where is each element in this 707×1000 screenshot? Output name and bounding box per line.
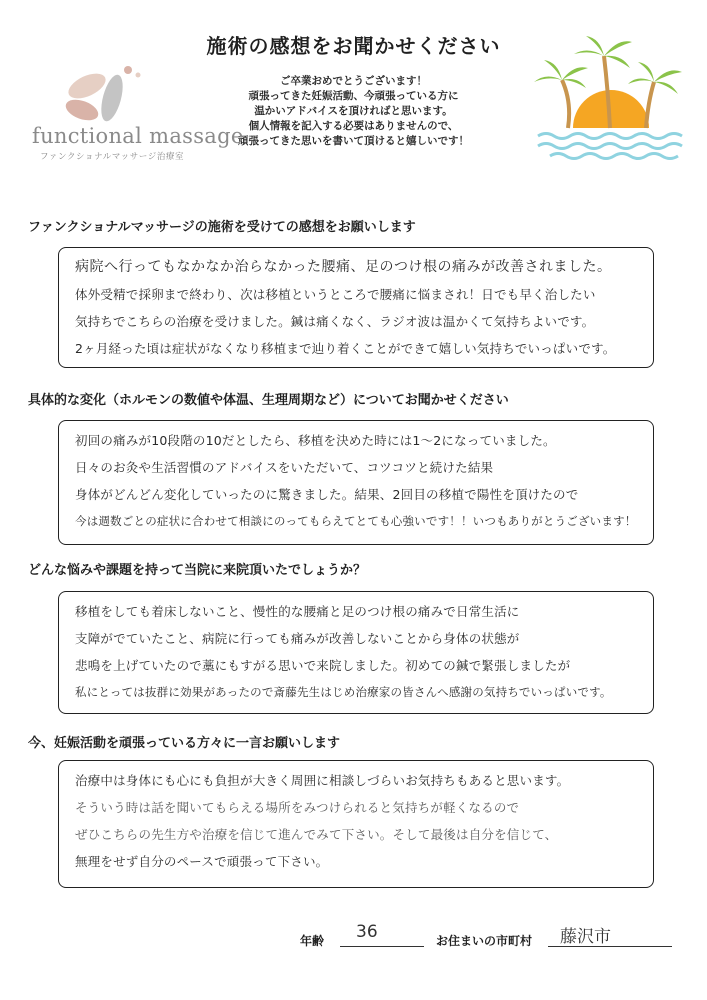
- handwritten-line: 2ヶ月経った頃は症状がなくなり移植まで辿り着くことができて嬉しい気持ちでいっぱいです。: [75, 341, 616, 356]
- handwritten-line: 移植をしても着床しないこと、慢性的な腰痛と足のつけ根の痛みで日常生活に: [75, 604, 520, 619]
- handwritten-line: 体外受精で採卵まで終わり、次は移植というところで腰痛に悩まされ！日でも早く治したい: [75, 287, 596, 302]
- handwritten-line: 悲鳴を上げていたので藁にもすがる思いで来院しました。初めての鍼で緊張しましたが: [75, 658, 571, 673]
- section-heading-impressions: ファンクショナルマッサージの施術を受けての感想をお願いします: [28, 220, 416, 235]
- handwritten-line: 無理をせず自分のペースで頑張って下さい。: [75, 854, 329, 869]
- intro-line: 個人情報を記入する必要はありませんので、: [248, 120, 459, 132]
- handwritten-line: 気持ちでこちらの治療を受けました。鍼は痛くなく、ラジオ波は温かくて気持ちよいです。: [75, 314, 595, 329]
- palm-tree-sunset-icon: [528, 32, 686, 162]
- handwritten-line: 初回の痛みが10段階の10だとしたら、移植を決めた時には1〜2になっていました。: [75, 433, 556, 448]
- intro-line: 頑張ってきた思いを書いて頂けると嬉しいです！: [238, 135, 469, 147]
- city-field: [548, 920, 672, 947]
- answer-box-changes: [58, 420, 654, 545]
- answer-box-impressions: [58, 247, 654, 368]
- handwritten-line: ぜひこちらの先生方や治療を信じて進んでみて下さい。そして最後は自分を信じて、: [75, 827, 558, 842]
- handwritten-line: 病院へ行ってもなかなか治らなかった腰痛、足のつけ根の痛みが改善されました。: [75, 259, 612, 275]
- handwritten-line: 日々のお灸や生活習慣のアドバイスをいただいて、コツコツと続けた結果: [75, 460, 494, 475]
- city-value: 藤沢市: [560, 927, 611, 947]
- answer-box-message: [58, 760, 654, 888]
- age-label: 年齢: [300, 934, 325, 948]
- intro-line: 温かいアドバイスを頂ければと思います。: [254, 105, 453, 117]
- handwritten-line: 身体がどんどん変化していったのに驚きました。結果、2回目の移植で陽性を頂けたので: [75, 487, 579, 502]
- handwritten-line: 治療中は身体にも心にも負担が大きく周囲に相談しづらいお気持ちもあると思います。: [75, 773, 570, 788]
- page-title: 施術の感想をお聞かせください: [206, 34, 501, 58]
- handwritten-line: 支障がでていたこと、病院に行っても痛みが改善しないことから身体の状態が: [75, 631, 520, 646]
- logo-text: functional massage: [32, 124, 244, 148]
- section-heading-concerns: どんな悩みや課題を持って当院に来院頂いたでしょうか？: [28, 563, 367, 578]
- section-heading-message: 今、妊娠活動を頑張っている方々に一言お願いします: [28, 736, 341, 751]
- handwritten-line: 今は週数ごとの症状に合わせて相談にのってもらえてとても心強いです！！いつもありがとうございます！: [75, 514, 637, 528]
- city-label: お住まいの市町村: [436, 934, 533, 948]
- intro-message: [220, 74, 487, 149]
- answer-box-concerns: [58, 591, 654, 714]
- age-value: 36: [356, 922, 378, 942]
- intro-line: 頑張ってきた妊娠活動、今頑張っている方に: [248, 90, 459, 102]
- logo-subtitle: ファンクショナルマッサージ治療室: [40, 152, 185, 162]
- intro-line: ご卒業おめでとうございます！: [280, 75, 427, 87]
- section-heading-changes: 具体的な変化（ホルモンの数値や体温、生理周期など）についてお聞かせください: [28, 393, 509, 408]
- age-field: [340, 920, 424, 947]
- handwritten-line: そういう時は話を聞いてもらえる場所をみつけられると気持ちが軽くなるので: [75, 800, 520, 815]
- handwritten-line: 私にとっては抜群に効果があったので斎藤先生はじめ治療家の皆さんへ感謝の気持ちでいっぱいです。: [75, 685, 612, 699]
